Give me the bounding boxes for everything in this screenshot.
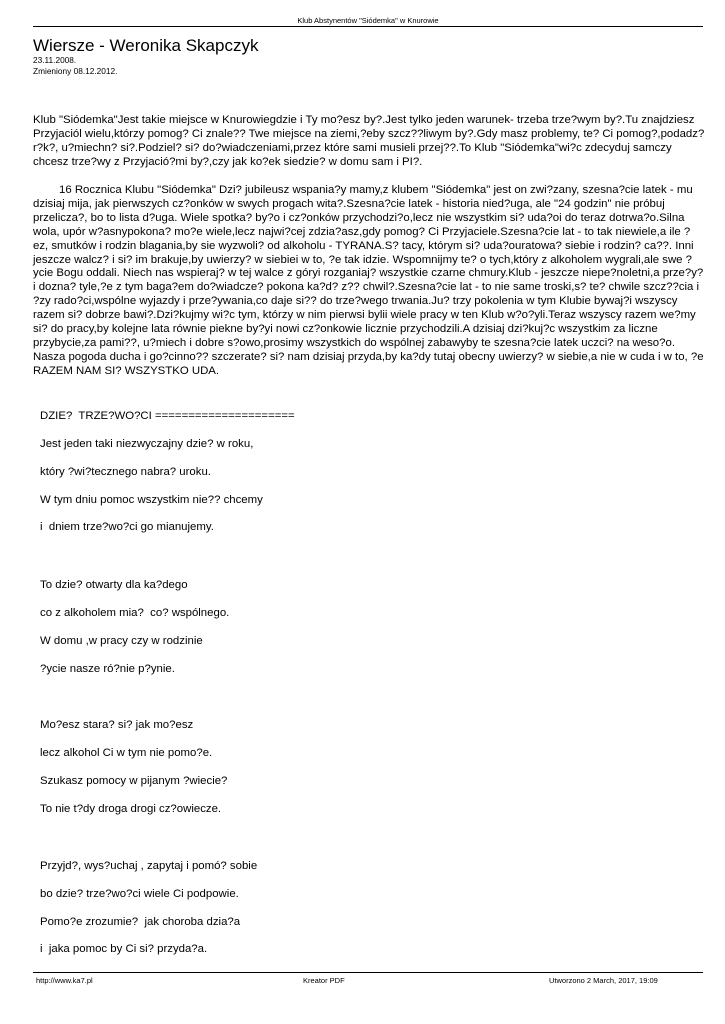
poem-line: W domu ,w pracy czy w rodzinie (40, 635, 203, 647)
poem-line: Pomo?e zrozumie? jak choroba dzia?a (40, 916, 241, 928)
footer-url: http://www.ka7.pl (36, 976, 93, 985)
footer-created: Utworzono 2 March, 2017, 19:09 (549, 976, 658, 985)
anniversary-paragraph: 16 Rocznica Klubu "Siódemka" Dzi? jubileusz wspania?y mamy,z klubem "Siódemka" jest on zwi?zany, szesna?cie latek - mu dzisiaj mija, jak pierwszych cz?onków w swych progach wita?.Szesna?cie latek - historia nied?uga, ale "24 godzin" nie próbuj przelicza?, bo to lista d?uga. Wiele spotka? by?o i cz?onków przychodzi?o,lecz nie wszystkim si? uda?oi do teraz dotrwa?o.Silna wola, upór w?asnypokona? mo?e wiele,lecz najwi?cej zdzia?asz,gdy pomog? Ci Przyjaciele.Szesna?cie lat - to tak niewiele,a ile ?ez, smutków i rodzin blagania,by sie wyzwoli? od alkoholu - TYRANA.S? tacy, którym si? uda?ouratowa? siebie i rodzin? ca??. Inni jeszcze walcz? i si? im brakuje,by uwierzy? w siebiei w to, ?e tak idzie. Wspomnijmy te? o tych,który z alkoholem wygrali,ale swe ?ycie Bogu oddali. Niech nas wspieraj? w tej walce z góryi rozganiaj? wszystkie czarne chmury.Klub - jeszcze niepe?noletni,a prze?y? i dozna? tyle,?e z tym baga?em do?wiadcze? pokona ka?d? z?? chwil?.Szesna?cie lat - to nie same troski,s? te? chwile szcz??cia i ?zy rado?ci,wspólne wyjazdy i prze?ywania,co daje si?? do trze?wego trwania.Ju? trzy pokolenia w tym Klubie bywaj?i wszyscy razem si? dobrze bawi?.Dzi?kujmy wi?c tym, którzy w nim pierwsi bylii wiele pracy w ten Klub w?o?yli.Teraz wszyscy razem we?my si? do pracy,by kolejne lata równie piekne by?yi nowi cz?onkowie licznie przychodzili.A dzisiaj dzi?kuj?c wszystkim za liczne przybycie,za pami??, u?miech i dobre s?owo,prosimy wszystkich do wspólnej zabawyby te szesna?cie latek uczci? na weso?o. Nasza pogoda ducha i go?cinno?? szczerate? si? nam dzisiaj przyda,by ka?dy tutaj obecny uwierzy? w siebie,a nie w cuda i w to, ?e RAZEM NAM SI? WSZYSTKO UDA. (33, 184, 704, 377)
poem-line: Przyjd?, wys?uchaj , zapytaj i pomó? sobie (40, 860, 258, 872)
article-dates (33, 55, 117, 76)
poem-line: Szukasz pomocy w pijanym ?wiecie? (40, 775, 228, 787)
poem-line: i dniem trze?wo?ci go mianujemy. (40, 521, 214, 533)
poem-line: To dzie? otwarty dla ka?dego (40, 579, 188, 591)
footer-divider (33, 972, 703, 973)
poem-line: co z alkoholem mia? co? wspólnego. (40, 607, 230, 619)
poem-line: Jest jeden taki niezwyczajny dzie? w roku, (40, 438, 254, 450)
poem-line: W tym dniu pomoc wszystkim nie?? chcemy (40, 494, 263, 506)
created-date: 23.11.2008. (33, 55, 77, 65)
poem-line: ?ycie nasze ró?nie p?ynie. (40, 663, 175, 675)
poem-line: i jaka pomoc by Ci si? przyda?a. (40, 943, 208, 955)
poem-title: DZIE? TRZE?WO?CI ===================== (40, 410, 295, 422)
header-divider (33, 26, 703, 27)
article-title: Wiersze - Weronika Skapczyk (33, 36, 259, 55)
page-header: Klub Abstynentów "Siódemka" w Knurowie (297, 16, 439, 25)
footer-generator: Kreator PDF (303, 976, 345, 985)
modified-date: Zmieniony 08.12.2012. (33, 65, 118, 76)
poem-line: który ?wi?tecznego nabra? uroku. (40, 466, 211, 478)
poem-line: To nie t?dy droga drogi cz?owiecze. (40, 803, 222, 815)
poem-line: lecz alkohol Ci w tym nie pomo?e. (40, 747, 213, 759)
poem-line: Mo?esz stara? si? jak mo?esz (40, 719, 194, 731)
poem-line: bo dzie? trze?wo?ci wiele Ci podpowie. (40, 888, 239, 900)
intro-paragraph: Klub "Siódemka"Jest takie miejsce w Knurowiegdzie i Ty mo?esz by?.Jest tylko jeden warunek- trzeba trze?wym by?.Tu znajdziesz Przyjaciól wielu,którzy pomog? Ci znale?? Twe miejsce na ziemi,?eby szcz??liwym by?.Gdy masz problemy, te? Ci pomog?,podadz? r?k?, u?miechn? si?.Podziel? si? do?wiadczeniami,przez które sami musieli przej??.To Klub "Siódemka"wi?c zdecyduj samczy chcesz trze?wy z Przyjació?mi by?,czy jak ko?ek siedzie? w domu sam i PI?. (33, 114, 705, 168)
